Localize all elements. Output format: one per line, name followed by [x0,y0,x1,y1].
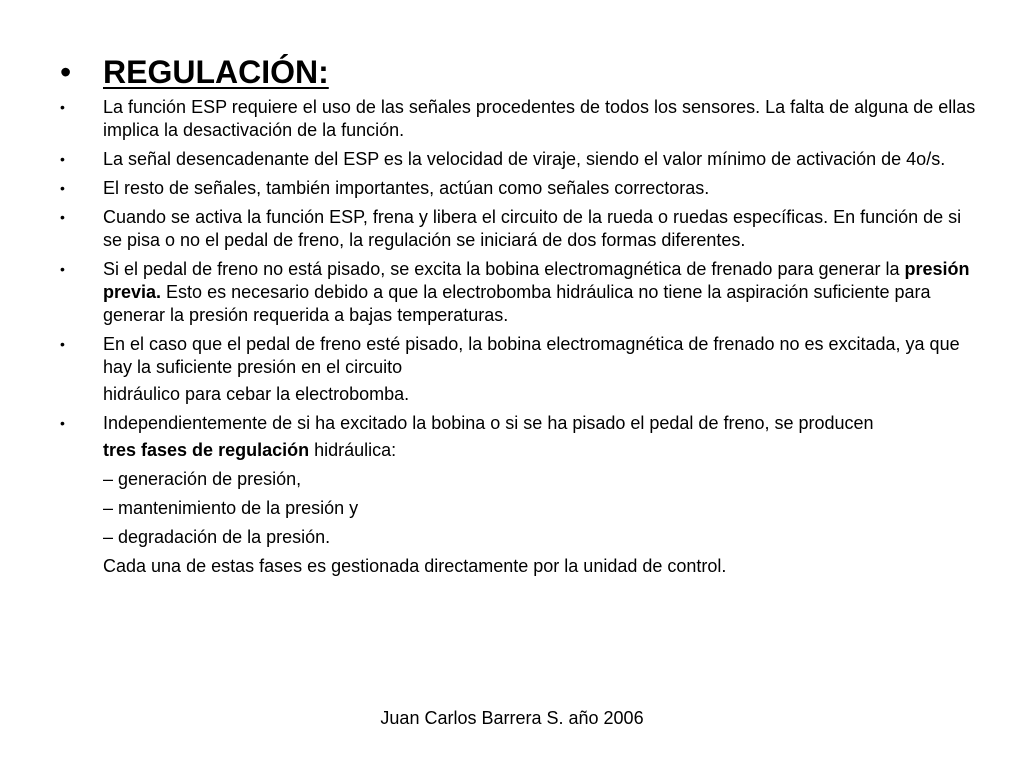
paragraph-text: El resto de señales, también importantes, actúan como señales correctoras. [103,178,710,198]
slide-body [60,96,980,584]
bullet-item [60,412,980,435]
phase-item-generacion: – generación de presión, [103,469,302,489]
phase-item-mantenimiento: – mantenimiento de la presión y [103,498,359,518]
bullet-icon: • [60,151,65,167]
paragraph-text-end: hidráulica: [309,440,397,460]
bullet-item [60,148,980,171]
bullet-icon: • [60,415,65,431]
bullet-icon: • [60,261,65,277]
bullet-item [60,333,980,379]
paragraph-text-start: Si el pedal de freno no está pisado, se excita la bobina electromagnética de frenado para generar la [103,259,905,279]
bullet-item [60,206,980,252]
paragraph-text: Independientemente de si ha excitado la bobina o si se ha pisado el pedal de freno, se producen [103,413,874,433]
bullet-icon: • [60,209,65,225]
bullet-icon: • [60,99,65,115]
bullet-icon: • [60,336,65,352]
bullet-item [60,258,980,327]
paragraph-text: Cuando se activa la función ESP, frena y libera el circuito de la rueda o ruedas específicas. En función de si se pisa o no el pedal de freno, la regulación se iniciará de dos formas diferentes. [103,207,962,250]
paragraph-text [103,259,970,325]
paragraph-continuation [60,439,980,462]
paragraph-continuation: hidráulico para cebar la electrobomba. [103,384,410,404]
paragraph-text-end: Esto es necesario debido a que la electrobomba hidráulica no tiene la aspiración suficiente para generar la presión requerida a bajas temperaturas. [103,282,931,325]
closing-text: Cada una de estas fases es gestionada directamente por la unidad de control. [103,556,727,576]
paragraph-text: En el caso que el pedal de freno esté pisado, la bobina electromagnética de frenado no es excitada, ya que hay la suficiente presión en el circuito [103,334,960,377]
bullet-item [60,177,980,200]
title-bullet-icon: • [60,54,72,90]
bold-term-presion-previa: presión previa. [103,259,970,302]
paragraph-text: La función ESP requiere el uso de las señales procedentes de todos los sensores. La falta de alguna de ellas implica la desactivación de la función. [103,97,976,140]
bullet-item [60,96,980,142]
phase-item-degradacion: – degradación de la presión. [103,527,331,547]
paragraph-text: La señal desencadenante del ESP es la velocidad de viraje, siendo el valor mínimo de activación de 4o/s. [103,149,946,169]
bullet-icon: • [60,180,65,196]
bold-term-tres-fases: tres fases de regulación [103,440,310,460]
footer-credit: Juan Carlos Barrera S. año 2006 [380,708,644,728]
slide-title: REGULACIÓN: [103,54,329,90]
